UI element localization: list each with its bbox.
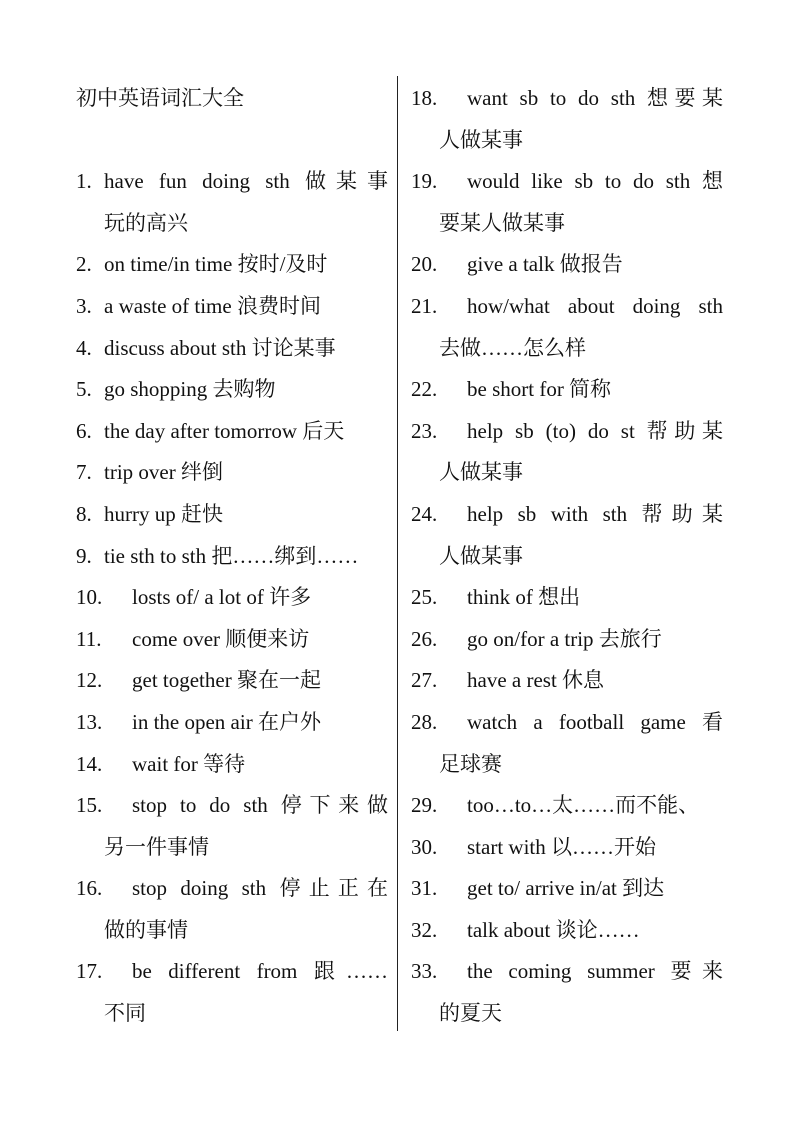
- entry-number: 2.: [76, 252, 92, 277]
- entry-text: the coming summer 要来: [467, 959, 723, 984]
- entry-number: 7.: [76, 460, 92, 485]
- vocab-entry: [76, 411, 388, 453]
- vocab-entry: [76, 744, 388, 786]
- entry-number: 11.: [76, 626, 102, 651]
- entry-text: would like sb to do sth 想: [467, 169, 723, 194]
- entry-text-continued: 人做某事: [439, 460, 523, 485]
- entry-text: how/what about doing sth: [467, 293, 723, 318]
- vocab-entry: [411, 619, 723, 661]
- entry-number: 33.: [411, 959, 438, 984]
- entry-text: have a rest 休息: [467, 668, 605, 693]
- vocab-entry: [76, 619, 388, 661]
- entry-text-continued: 人做某事: [439, 543, 523, 568]
- entry-text-continued: 玩的高兴: [104, 210, 188, 235]
- entry-text-continued: 人做某事: [439, 127, 523, 152]
- vocab-entry: [411, 827, 723, 869]
- entry-number: 20.: [411, 252, 438, 277]
- vocab-entry: [76, 951, 388, 1034]
- vocab-entry: [76, 161, 388, 244]
- entry-number: 27.: [411, 668, 438, 693]
- entry-number: 1.: [76, 169, 92, 194]
- entry-text: start with 以……开始: [467, 834, 656, 859]
- vocab-entry: [76, 660, 388, 702]
- entry-number: 6.: [76, 418, 92, 443]
- right-column: [411, 78, 723, 1035]
- entry-text: help sb (to) do st 帮助某: [467, 418, 723, 443]
- entry-text: help sb with sth 帮助某: [467, 501, 723, 526]
- entry-number: 23.: [411, 418, 438, 443]
- vocab-entry: [411, 369, 723, 411]
- document-title: 初中英语词汇大全: [76, 86, 244, 110]
- entry-number: 17.: [76, 959, 103, 984]
- vocab-entry: [76, 328, 388, 370]
- entry-number: 19.: [411, 169, 438, 194]
- entry-number: 3.: [76, 293, 92, 318]
- entry-text: come over 顺便来访: [132, 626, 310, 651]
- vocab-entry: [411, 868, 723, 910]
- entry-text: the day after tomorrow 后天: [104, 418, 345, 443]
- entry-number: 10.: [76, 585, 103, 610]
- vocab-entry: [411, 494, 723, 577]
- vocab-entry: [411, 286, 723, 369]
- entry-text: trip over 绊倒: [104, 460, 223, 485]
- entry-number: 9.: [76, 543, 92, 568]
- entry-text: watch a football game 看: [467, 709, 723, 734]
- vocab-entry: [76, 452, 388, 494]
- entry-number: 14.: [76, 751, 103, 776]
- entry-text: be short for 简称: [467, 377, 612, 402]
- entry-number: 16.: [76, 876, 103, 901]
- entry-text: think of 想出: [467, 585, 581, 610]
- entry-text-continued: 另一件事情: [104, 834, 209, 859]
- entry-text: get to/ arrive in/at 到达: [467, 876, 665, 901]
- entry-number: 30.: [411, 834, 438, 859]
- vocab-entry: [76, 244, 388, 286]
- entry-text: go shopping 去购物: [104, 377, 276, 402]
- entry-number: 4.: [76, 335, 92, 360]
- entry-text: be different from 跟……: [132, 959, 388, 984]
- vocab-entry: [76, 494, 388, 536]
- entry-text: a waste of time 浪费时间: [104, 293, 321, 318]
- vocab-entry: [411, 702, 723, 785]
- vocab-entry: [411, 660, 723, 702]
- entry-text: have fun doing sth 做某事: [104, 169, 388, 194]
- vocab-entry: [76, 369, 388, 411]
- entry-text: stop doing sth 停止正在: [132, 876, 388, 901]
- entry-text-continued: 不同: [104, 1001, 146, 1026]
- entry-number: 13.: [76, 709, 103, 734]
- entry-number: 32.: [411, 917, 438, 942]
- vocab-entry: [76, 868, 388, 951]
- column-divider: [397, 76, 398, 1031]
- entry-number: 29.: [411, 793, 438, 818]
- entry-text-continued: 的夏天: [439, 1001, 502, 1026]
- entry-text-continued: 足球赛: [439, 751, 502, 776]
- vocab-entry: [76, 785, 388, 868]
- vocab-entry: [76, 286, 388, 328]
- entry-text-continued: 要某人做某事: [439, 210, 565, 235]
- entry-text: get together 聚在一起: [132, 668, 321, 693]
- vocab-entry: [411, 244, 723, 286]
- vocab-entry: [411, 910, 723, 952]
- vocab-entry: [411, 951, 723, 1034]
- vocab-entry: [76, 577, 388, 619]
- entry-number: 31.: [411, 876, 438, 901]
- vocab-entry: [411, 161, 723, 244]
- entry-number: 21.: [411, 293, 438, 318]
- entry-text: hurry up 赶快: [104, 501, 223, 526]
- entry-text: losts of/ a lot of 许多: [132, 585, 312, 610]
- entry-number: 24.: [411, 501, 438, 526]
- entry-number: 25.: [411, 585, 438, 610]
- entry-text: discuss about sth 讨论某事: [104, 335, 336, 360]
- vocab-entry: [411, 785, 723, 827]
- entry-number: 28.: [411, 709, 438, 734]
- entry-number: 5.: [76, 377, 92, 402]
- entry-text: talk about 谈论……: [467, 917, 640, 942]
- entry-number: 8.: [76, 501, 92, 526]
- vocab-entry: [411, 577, 723, 619]
- entry-number: 18.: [411, 86, 438, 110]
- entry-text-continued: 做的事情: [104, 917, 188, 942]
- entry-number: 26.: [411, 626, 438, 651]
- entry-text: tie sth to sth 把……绑到……: [104, 543, 359, 568]
- entry-text: want sb to do sth 想要某: [467, 86, 723, 110]
- vocab-entry: [76, 536, 388, 578]
- vocab-entry: [411, 411, 723, 494]
- entry-text: too…to…太……而不能、: [467, 793, 700, 818]
- left-column: [76, 78, 388, 1035]
- entry-text-continued: 去做……怎么样: [439, 335, 586, 360]
- entry-number: 22.: [411, 377, 438, 402]
- entry-number: 15.: [76, 793, 103, 818]
- entry-text: in the open air 在户外: [132, 709, 321, 734]
- entry-text: on time/in time 按时/及时: [104, 252, 328, 277]
- entry-number: 12.: [76, 668, 103, 693]
- entry-text: go on/for a trip 去旅行: [467, 626, 662, 651]
- entry-text: give a talk 做报告: [467, 252, 623, 277]
- entry-text: wait for 等待: [132, 751, 246, 776]
- vocab-entry: [76, 702, 388, 744]
- vocab-entry: [411, 78, 723, 161]
- entry-text: stop to do sth 停下来做: [132, 793, 388, 818]
